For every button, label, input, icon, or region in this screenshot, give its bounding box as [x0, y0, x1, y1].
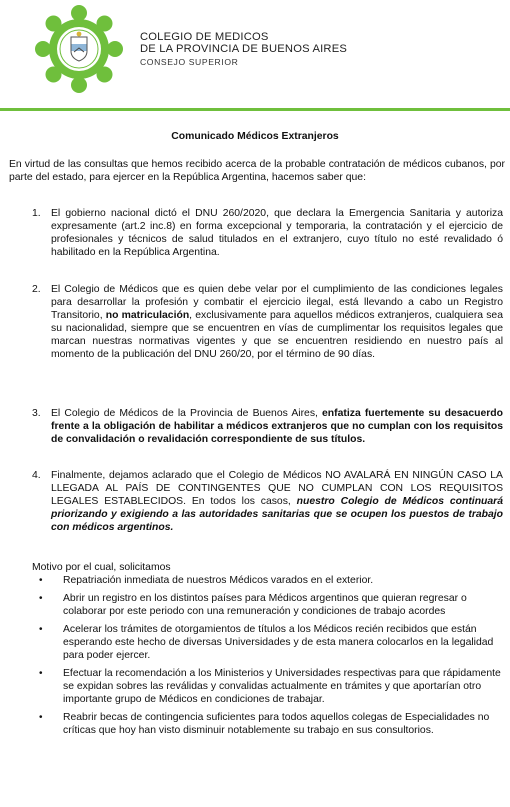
- bullet-icon: •: [39, 668, 43, 679]
- item-text: El gobierno nacional dictó el DNU 260/2020, que declara la Emergencia Sanitaria y autoriza expresamente (art.2 inc.8) en forma excepcional y temporaria, la contratación y el ejercicio de profesionales y técnicos de salud titulados en el extranjero, cuyo título no esté revalidado ó habilitado en la República Argentina.: [51, 208, 503, 258]
- item-text-bold-italic: nuestro Colegio de Médicos continuará priorizando y exigiendo a las autoridades sanitarias que se ocupen los puestos de trabajo con médicos argentinos.: [51, 496, 503, 533]
- item-text: El Colegio de Médicos de la Provincia de Buenos Aires,: [51, 408, 323, 419]
- numbered-item-1: [32, 207, 503, 259]
- org-line-3: CONSEJO SUPERIOR: [140, 57, 239, 67]
- numbered-item-3: [32, 407, 503, 446]
- item-text: El Colegio de Médicos que es quien debe velar por el cumplimiento de las condiciones legales para desarrollar la profesión y combatir el ejercicio ilegal, está llevando a cabo un Registro Transitorio,: [51, 284, 503, 321]
- bullet-text: Efectuar la recomendación a los Ministerios y Universidades respectivas para que rápidamente se expidan sobres las reválidas y convalidas actualmente en trámites y que aportarían otro importante grupo de Médicos en condiciones de trabajar.: [63, 668, 501, 705]
- item-number: 4.: [32, 470, 41, 481]
- request-list-item: [39, 711, 503, 737]
- bullet-text: Repatriación inmediata de nuestros Médicos varados en el exterior.: [63, 575, 374, 586]
- bullet-text: Reabrir becas de contingencia suficientes para todos aquellos colegas de Especialidades no críticas que hoy han visto disminuir notablemente su trabajo en sus consultorios.: [63, 712, 490, 736]
- intro-paragraph: En virtud de las consultas que hemos recibido acerca de la probable contratación de médicos cubanos, por parte del estado, para ejercer en la República Argentina, hacemos saber que:: [9, 159, 505, 183]
- bullet-text: Acelerar los trámites de otorgamientos de títulos a los Médicos recién recibidos que están esperando este hecho de diversas Universidades y de esta manera colocarlos en la legalidad para poder ejercer.: [63, 624, 494, 661]
- numbered-item-4: [32, 469, 503, 534]
- bullet-icon: •: [39, 593, 43, 604]
- item-text-bold: enfatiza fuertemente su desacuerdo frente a la obligación de habilitar a médicos extranjeros que no cumplan con los requisitos de convalidación o revalidación correspondiente de sus títulos.: [51, 408, 503, 445]
- request-list-item: [39, 623, 503, 662]
- colegio-logo-icon: [34, 4, 124, 94]
- bullet-icon: •: [39, 712, 43, 723]
- request-list-item: [39, 592, 503, 618]
- request-list-item: [39, 667, 503, 706]
- request-list: [39, 574, 503, 742]
- item-number: 1.: [32, 208, 41, 219]
- item-number: 2.: [32, 284, 41, 295]
- numbered-item-2: [32, 283, 503, 361]
- letterhead: [0, 0, 510, 112]
- bullet-text: Abrir un registro en los distintos países para Médicos argentinos que quieran regresar o colaborar por este periodo con una remuneración y condiciones de trabajo acordes: [63, 593, 467, 617]
- item-text: Finalmente, dejamos aclarado que el Colegio de Médicos NO AVALARÁ EN NINGÚN CASO LA LLEGADA AL PAÍS DE CONTINGENTES QUE NO CUMPLAN CON LOS REQUISITOS LEGALES ESTABLECIDOS. En todos los casos,: [51, 470, 503, 507]
- org-line-2: DE LA PROVINCIA DE BUENOS AIRES: [140, 43, 348, 55]
- item-text: , exclusivamente para aquellos médicos extranjeros, cualquiera sea su nacionalidad, siempre que se encuentren en vías de cumplimentar los requisitos legales que marcan nuestras normativas vigentes y que se encuentren residiendo en nuestro país al momento de la publicación del DNU 260/20, por el término de 90 días.: [51, 310, 503, 360]
- bullet-icon: •: [39, 575, 43, 586]
- request-list-item: [39, 574, 503, 587]
- organization-name: [140, 31, 347, 68]
- item-text-bold: no matriculación: [105, 310, 190, 321]
- document-title: Comunicado Médicos Extranjeros: [171, 131, 339, 142]
- bullet-icon: •: [39, 624, 43, 635]
- item-number: 3.: [32, 408, 41, 419]
- org-line-1: COLEGIO DE MEDICOS: [140, 31, 269, 43]
- request-intro: Motivo por el cual, solicitamos: [32, 562, 171, 573]
- header-divider: [0, 108, 510, 111]
